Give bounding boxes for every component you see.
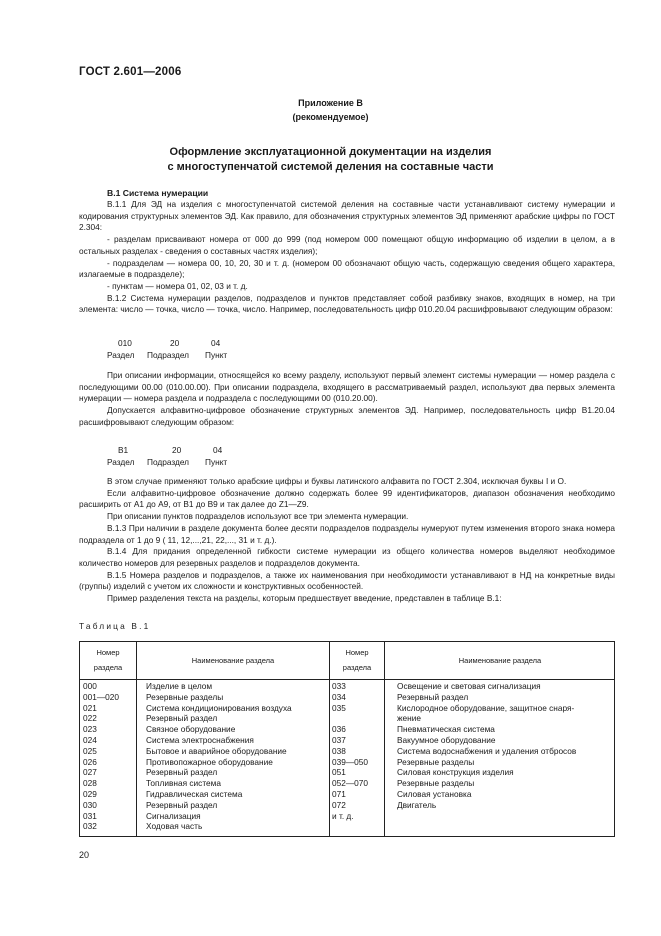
table-cell: 039—050 <box>332 756 368 767</box>
table-cell: 034 <box>332 691 346 702</box>
table-cell: Освещение и световая сигнализация <box>397 681 541 691</box>
table-cell: Резервный раздел <box>146 713 218 724</box>
table-cell: Двигатель <box>397 799 437 810</box>
appendix-heading <box>0 96 661 124</box>
left-number-column <box>83 681 119 832</box>
body-block-1 <box>79 199 615 316</box>
table-cell: жение <box>397 713 421 724</box>
table-cell: 027 <box>83 767 97 778</box>
table-cell: 024 <box>83 734 97 745</box>
code-value-item: 04 <box>211 338 221 348</box>
table-header-name: Наименование раздела <box>458 656 542 665</box>
code-value-subsection: 20 <box>172 445 182 455</box>
table-header-divider <box>80 679 614 680</box>
section-heading: В.1 Система нумерации <box>107 188 209 198</box>
code-label-item: Пункт <box>205 350 228 360</box>
paragraph: Если алфавитно-цифровое обозначение должно содержать более 99 идентификаторов, диапазон обозначения необходимо расширить от А1 до А9, от В1 до В9 и так далее до Z1—Z9. <box>79 487 615 510</box>
table-cell: Резервные разделы <box>397 756 475 767</box>
table-cell: Ходовая часть <box>146 821 203 832</box>
table-caption: Таблица В.1 <box>79 621 151 631</box>
code-value-section: В1 <box>118 445 129 455</box>
document-title-line2: с многоступенчатой системой деления на составные части <box>167 161 494 173</box>
table-cell: Связное оборудование <box>146 724 236 735</box>
table-cell: 036 <box>332 724 346 735</box>
left-name-column <box>146 681 292 832</box>
table-cell: Изделие в целом <box>146 681 213 691</box>
page-number: 20 <box>79 850 90 860</box>
list-item: - пунктам — номера 01, 02, 03 и т. д. <box>107 280 248 291</box>
table-cell: Бытовое и аварийное оборудование <box>146 745 287 756</box>
appendix-status: (рекомендуемое) <box>292 112 369 122</box>
sections-table <box>79 641 615 837</box>
code-label-section: Раздел <box>107 350 135 360</box>
appendix-title: Приложение В <box>298 98 363 108</box>
table-cell: 026 <box>83 756 97 767</box>
table-cell: 037 <box>332 734 346 745</box>
table-header-number: Номер раздела <box>93 648 123 672</box>
table-cell: Вакуумное оборудование <box>397 734 496 745</box>
table-cell: Силовая конструкция изделия <box>397 767 514 778</box>
right-name-column <box>397 681 576 821</box>
table-cell: 028 <box>83 778 97 789</box>
table-cell: 032 <box>83 821 97 832</box>
table-cell: Система водоснабжения и удаления отбросов <box>397 745 577 756</box>
table-cell: 001—020 <box>83 691 119 702</box>
table-cell: 072 <box>332 799 346 810</box>
table-cell: Гидравлическая система <box>146 788 243 799</box>
code-label-subsection: Подраздел <box>147 350 190 360</box>
table-cell: 052—070 <box>332 778 368 789</box>
table-cell: Сигнализация <box>146 810 201 821</box>
table-cell: 030 <box>83 799 97 810</box>
table-cell: 022 <box>83 713 97 724</box>
code-value-item: 04 <box>213 445 223 455</box>
table-cell: 023 <box>83 724 97 735</box>
table-cell: Резервный раздел <box>397 691 469 702</box>
table-cell: Противопожарное оборудование <box>146 756 273 767</box>
paragraph: В.1.2 Система нумерации разделов, подразделов и пунктов представляет собой разбивку знаков, входящих в номер, на три элемента: число — точка, число — точка, число. Например, последовательность цифр 010.20.04 расшифровывают следующим образом: <box>79 292 615 315</box>
paragraph: В.1.3 При наличии в разделе документа более десяти подразделов подразделы нумеруют путем изменения второго знака номера подраздела от 1 до 9 ( 11, 12,...,21, 22,..., 31 и т. д.). <box>79 522 615 545</box>
code-label-item: Пункт <box>205 457 228 467</box>
table-cell: Кислородное оборудование, защитное снаря- <box>397 702 575 713</box>
table-cell: Топливная система <box>146 778 221 789</box>
table-cell: 029 <box>83 788 97 799</box>
table-header-number: Номер раздела <box>342 648 372 672</box>
table-cell: Резервные разделы <box>397 778 475 789</box>
table-cell: 021 <box>83 702 97 713</box>
table-cell: Резервные разделы <box>146 691 224 702</box>
paragraph: Допускается алфавитно-цифровое обозначение структурных элементов ЭД. Например, последовательность цифр В1.20.04 расшифровывают следующим образом: <box>79 405 615 427</box>
table-cell: Система кондиционирования воздуха <box>146 702 292 713</box>
table-cell: 035 <box>332 702 346 713</box>
table-cell: 071 <box>332 788 346 799</box>
table-cell: 000 <box>83 681 97 691</box>
paragraph: В этом случае применяют только арабские цифры и буквы латинского алфавита по ГОСТ 2.304, исключая буквы I и О. <box>107 476 567 486</box>
code-value-subsection: 20 <box>170 338 180 348</box>
body-block-2 <box>79 370 615 429</box>
paragraph: В.1.4 Для придания определенной гибкости системе нумерации из общего количества номеров выделяют необходимое количество номеров для резервных разделов и подразделов документа. <box>79 546 615 568</box>
table-cell: 025 <box>83 745 97 756</box>
table-cell: Силовая установка <box>397 788 472 799</box>
list-item: - подразделам — номера 00, 10, 20, 30 и т. д. (номером 00 обозначают общую часть, содержащую сведения общего характера, излагаемые в подразделе); <box>79 257 615 280</box>
paragraph: При описании пунктов подразделов используют все три элемента нумерации. <box>107 511 409 522</box>
table-divider <box>384 642 385 836</box>
table-cell: 051 <box>332 767 346 778</box>
paragraph: Пример разделения текста на разделы, которым предшествует введение, представлен в таблице В.1: <box>107 593 502 604</box>
table-cell: Резервный раздел <box>146 767 218 778</box>
table-cell: и т. д. <box>332 810 354 821</box>
right-number-column <box>332 681 368 821</box>
table-cell: Система электроснабжения <box>146 734 254 745</box>
table-cell: 038 <box>332 745 346 756</box>
table-divider <box>136 642 137 836</box>
paragraph: В.1.1 Для ЭД на изделия с многоступенчатой системой деления на составные части устанавливают систему нумерации и кодирования структурных элементов ЭД. Как правило, для обозначения структурных элементов ЭД применяют арабские цифры по ГОСТ 2.304: <box>79 199 615 233</box>
table-divider <box>329 642 330 836</box>
paragraph: В.1.5 Номера разделов и подразделов, а также их наименования при необходимости устанавливают в НД на конкретные виды (группы) изделий с учетом их сложности и конструктивных особенностей. <box>79 569 615 592</box>
table-cell <box>397 811 576 822</box>
document-code: ГОСТ 2.601—2006 <box>79 66 182 78</box>
table-header-name: Наименование раздела <box>191 656 275 665</box>
body-block-3 <box>79 476 615 605</box>
list-item: - разделам присваивают номера от 000 до 999 (под номером 000 помещают общую информацию об изделии в целом, а в остальных разделах - сведения о составных частях изделия); <box>79 234 615 256</box>
document-title <box>0 145 661 175</box>
table-cell: Резервный раздел <box>146 799 218 810</box>
code-value-section: 010 <box>118 338 132 348</box>
table-cell: 033 <box>332 681 346 691</box>
code-label-subsection: Подраздел <box>147 457 190 467</box>
table-cell: 031 <box>83 810 97 821</box>
code-label-section: Раздел <box>107 457 135 467</box>
document-title-line1: Оформление эксплуатационной документации на изделия <box>169 146 492 158</box>
paragraph: При описании информации, относящейся ко всему разделу, используют первый элемент системы нумерации — номер раздела с последующими 00.00 (010.00.00). При описании подраздела, входящего в рассматриваемый раздел, используют два первых элемента нумерации — номера раздела и подраздела с последующими 00 (010.20.00). <box>79 370 615 404</box>
table-cell: Пневматическая система <box>397 724 495 735</box>
table-cell <box>332 713 368 724</box>
